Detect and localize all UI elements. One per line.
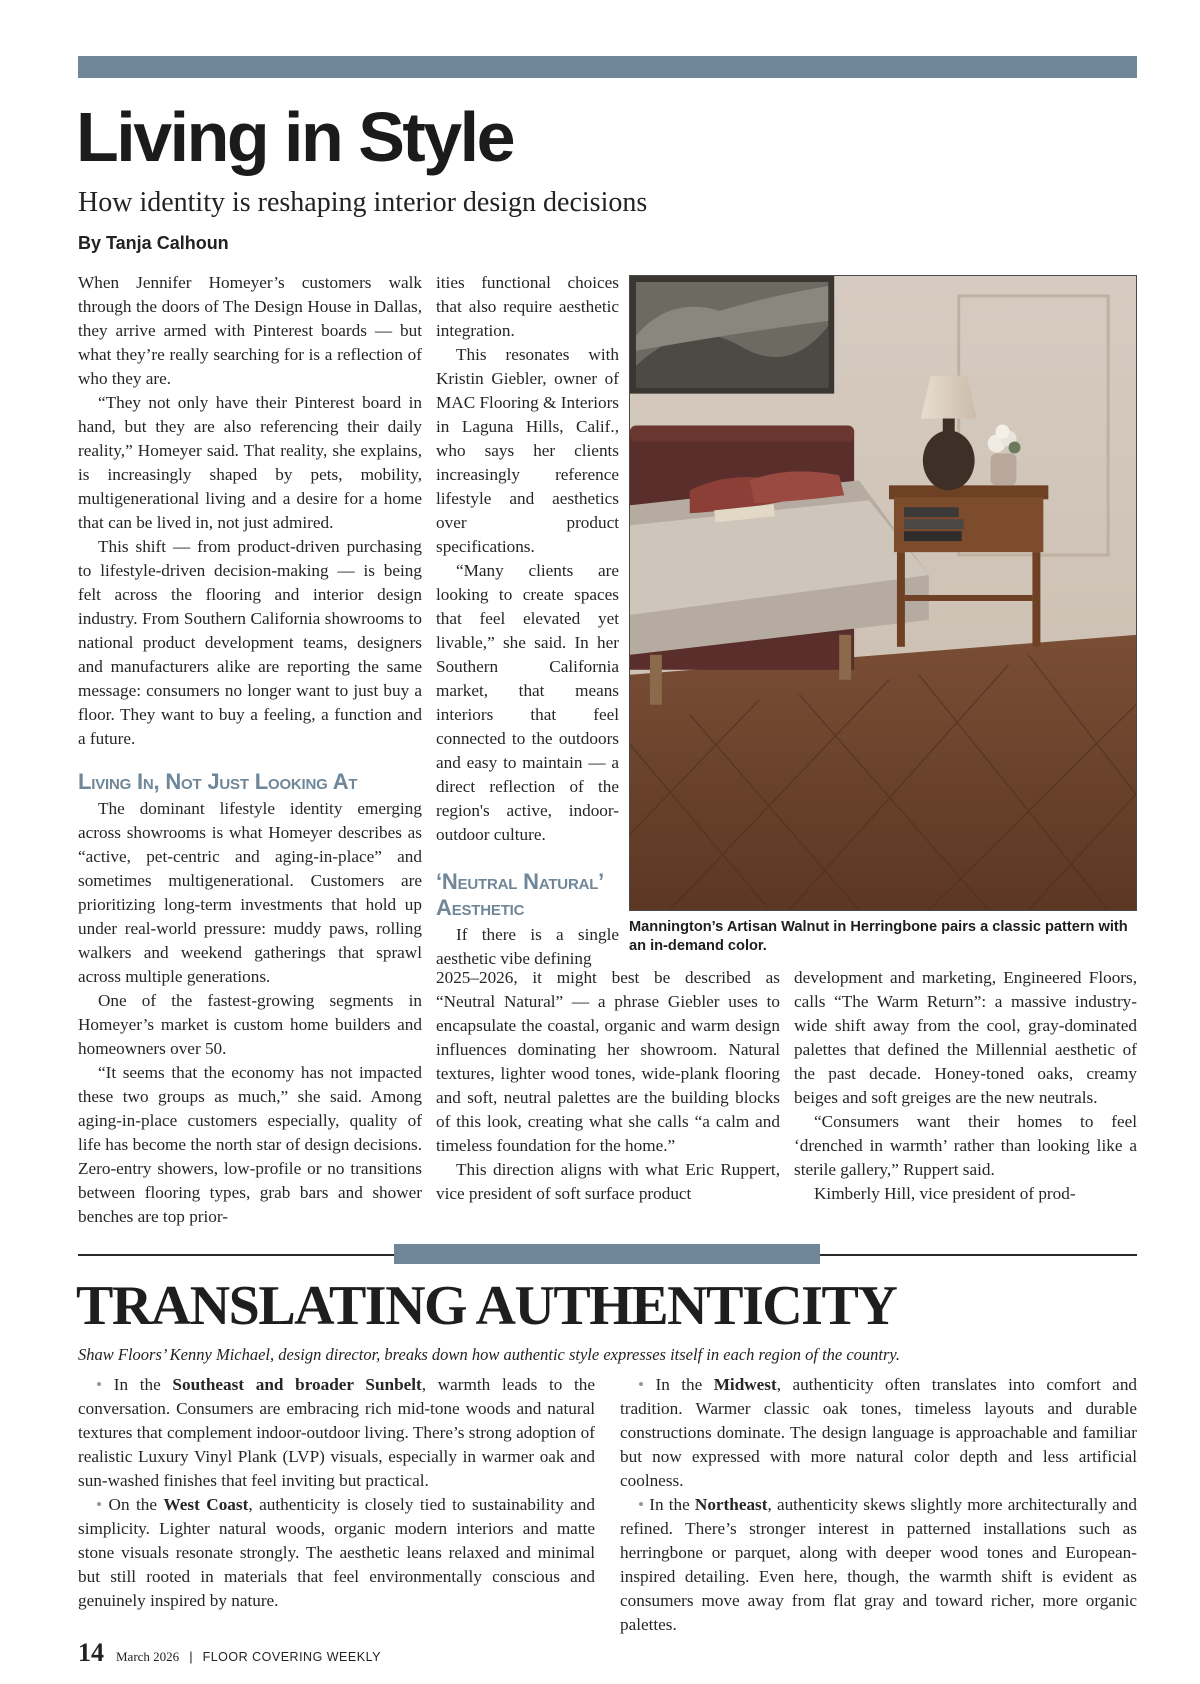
- paragraph: ities functional choices that also require aesthetic integration.: [436, 273, 619, 340]
- paragraph: This direction aligns with what Eric Ruppert, vice president of soft surface product: [436, 1160, 780, 1203]
- list-item: [78, 1373, 595, 1493]
- paragraph: “Consumers want their homes to feel ‘drenched in warmth’ rather than looking like a sterile gallery,” Ruppert said.: [794, 1112, 1137, 1179]
- item-lead: In the: [649, 1495, 695, 1514]
- list-item: [620, 1493, 1137, 1637]
- paragraph: The dominant lifestyle identity emerging across showrooms is what Homeyer describes as “active, pet-centric and aging-in-place” and sometimes multigenerational. Customers are prioritizing long-term investments that hold up under real-world pressure: muddy paws, rolling walkers and weekend gatherings that sprawl across multiple generations.: [78, 799, 422, 986]
- list-item: [620, 1373, 1137, 1493]
- deck: How identity is reshaping interior design decisions: [78, 187, 648, 218]
- paragraph: “They not only have their Pinterest board in hand, but they are also referencing their daily reality,” Homeyer said. That reality, she explains, is increasingly shaped by pets, mobility, multigenerational living and a desire for a home that can be lived in, not just admired.: [78, 393, 422, 532]
- issue-date: March 2026: [116, 1649, 180, 1664]
- page-number: 14: [78, 1638, 104, 1667]
- bedroom-herringbone-photo: [629, 275, 1137, 911]
- paragraph: Kimberly Hill, vice president of prod-: [814, 1184, 1076, 1203]
- bullet-icon: •: [96, 1375, 103, 1394]
- bullet-icon: •: [638, 1375, 645, 1394]
- paragraph: development and marketing, Engineered Floors, calls “The Warm Return”: a massive industry-wide shift away from the cool, gray-dominated palettes that defined the Millennial aesthetic of the past decade. Honey-toned oaks, creamy beiges and soft greiges are the new neutrals.: [794, 968, 1137, 1107]
- item-text: , warmth leads to the conversation. Consumers are embracing rich mid-tone woods and natural textures that complement indoor-outdoor living. There’s strong adoption of realistic Luxury Vinyl Plank (LVP) visuals, especially in warmer oak and sun-washed finishes that feel inviting but practical.: [78, 1375, 595, 1490]
- item-lead: On the: [108, 1495, 164, 1514]
- sidebar-title: TRANSLATING AUTHENTICITY: [76, 1275, 897, 1337]
- paragraph: “Many clients are looking to create spaces that feel elevated yet livable,” she said. In her Southern California market, that means interiors that feel connected to the outdoors and easy to maintain — a direct reflection of the region's active, indoor-outdoor culture.: [436, 561, 619, 844]
- divider-line-left: [78, 1254, 394, 1256]
- headline: Living in Style: [76, 98, 514, 176]
- photo-illustration: [630, 276, 1136, 910]
- sidebar-column-left: [78, 1373, 595, 1613]
- paragraph: One of the fastest-growing segments in Homeyer’s market is custom home builders and homeowners over 50.: [78, 991, 422, 1058]
- item-text: , authenticity skews slightly more architecturally and refined. There’s stronger interest in patterned installations such as herringbone or parquet, along with deeper wood tones and European-inspired detailing. Even here, though, the warmth shift is evident as consumers move away from flat gray and toward richer, more organic palettes.: [620, 1495, 1137, 1634]
- region-name: West Coast: [163, 1495, 249, 1514]
- region-name: Southeast and broader Sunbelt: [172, 1375, 422, 1394]
- subhead-living-in: Living In, Not Just Looking At: [78, 769, 358, 794]
- divider-line-right: [820, 1254, 1137, 1256]
- paragraph: If there is a single aesthetic vibe defining: [436, 925, 619, 968]
- bullet-icon: •: [96, 1495, 103, 1514]
- publication-name: FLOOR COVERING WEEKLY: [202, 1650, 381, 1664]
- paragraph: 2025–2026, it might best be described as “Neutral Natural” — a phrase Giebler uses to encapsulate the coastal, organic and warm design influences dominating her showroom. Natural textures, lighter wood tones, wide-plank flooring and soft, neutral palettes are the building blocks of this look, creating what she calls “a calm and timeless foundation for the home.”: [436, 968, 780, 1155]
- paragraph: When Jennifer Homeyer’s customers walk through the doors of The Design House in Dallas, they arrive armed with Pinterest boards — but what they’re really searching for is a reflection of who they are.: [78, 273, 422, 388]
- top-accent-bar: [78, 56, 1137, 78]
- page-footer: [78, 1638, 381, 1668]
- article-column-2: [436, 271, 619, 971]
- footer-separator: |: [189, 1649, 193, 1664]
- sidebar-intro: Shaw Floors’ Kenny Michael, design director, breaks down how authentic style expresses itself in each region of the country.: [78, 1345, 900, 1364]
- divider-accent-block: [394, 1244, 820, 1264]
- sidebar-column-right: [620, 1373, 1137, 1637]
- article-column-1: [78, 271, 422, 1229]
- region-name: Midwest: [713, 1375, 777, 1394]
- paragraph: This shift — from product-driven purchasing to lifestyle-driven decision-making — is being felt across the flooring and interior design industry. From Southern California showrooms to national product development teams, designers and manufacturers alike are reporting the same message: consumers no longer want to just buy a floor. They want to buy a feeling, a function and a future.: [78, 537, 422, 748]
- region-name: Northeast: [694, 1495, 768, 1514]
- item-lead: In the: [113, 1375, 173, 1394]
- paragraph: This resonates with Kristin Giebler, owner of MAC Flooring & Interiors in Laguna Hills, Calif., who says her clients increasingly reference lifestyle and aesthetics over product specifications.: [436, 345, 619, 556]
- photo-caption: Mannington’s Artisan Walnut in Herringbone pairs a classic pattern with an in-demand color.: [629, 919, 1128, 954]
- byline: By Tanja Calhoun: [78, 233, 229, 253]
- item-text: , authenticity often translates into comfort and tradition. Warmer classic oak tones, timeless layouts and durable constructions dominate. The design language is approachable and familiar but now expressed with more natural color depth and less artificial coolness.: [620, 1375, 1138, 1490]
- bullet-icon: •: [638, 1495, 645, 1514]
- item-text: , authenticity is closely tied to sustainability and simplicity. Lighter natural woods, organic modern interiors and matte stone visuals resonate strongly. The aesthetic leans relaxed and minimal but still rooted in materials that feel environmentally conscious and genuinely inspired by nature.: [78, 1495, 595, 1610]
- article-column-2-continued: [436, 966, 780, 1206]
- article-column-3: [794, 966, 1137, 1206]
- item-lead: In the: [655, 1375, 714, 1394]
- paragraph: “It seems that the economy has not impacted these two groups as much,” she said. Among aging-in-place customers especially, quality of life has become the north star of design decisions. Zero-entry showers, low-profile or no transitions between flooring types, grab bars and shower benches are top prior-: [78, 1063, 422, 1226]
- list-item: [78, 1493, 595, 1613]
- subhead-neutral-natural: ‘Neutral Natural’ Aesthetic: [436, 869, 603, 920]
